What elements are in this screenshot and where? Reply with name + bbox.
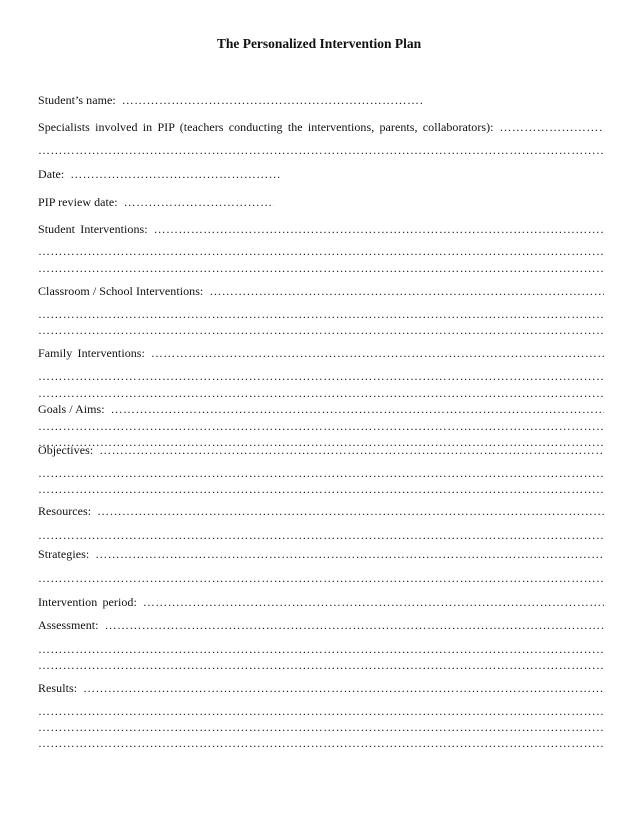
strategies-blank-2[interactable]	[38, 570, 604, 586]
goals-line-2[interactable]	[38, 418, 604, 434]
student-interventions-line-3[interactable]	[38, 260, 604, 276]
family-interventions-field[interactable]	[38, 345, 604, 361]
resources-label: Resources:	[38, 504, 92, 518]
goals-field[interactable]	[38, 401, 604, 417]
date-blank[interactable]	[70, 166, 280, 182]
assessment-field[interactable]	[38, 617, 604, 633]
intervention-period-blank[interactable]	[143, 594, 604, 610]
student-interventions-line-2[interactable]	[38, 243, 604, 259]
results-blank-3[interactable]	[38, 719, 604, 735]
resources-field[interactable]	[38, 503, 604, 519]
family-interventions-blank-3[interactable]	[38, 385, 604, 401]
classroom-interventions-line-3[interactable]	[38, 322, 604, 338]
specialists-continuation-line[interactable]	[38, 142, 604, 158]
page-title: The Personalized Intervention Plan	[216, 36, 422, 51]
results-line-2[interactable]	[38, 703, 604, 719]
assessment-blank-2[interactable]	[38, 641, 604, 657]
student-interventions-blank-3[interactable]	[38, 260, 604, 276]
resources-blank-2[interactable]	[38, 527, 604, 543]
pip-review-date-blank[interactable]	[124, 194, 274, 210]
assessment-label: Assessment:	[38, 618, 99, 632]
pip-review-date-field[interactable]	[38, 194, 604, 210]
intervention-period-label: Intervention period:	[38, 595, 137, 609]
pip-review-date-label: PIP review date:	[38, 195, 118, 209]
results-line-3[interactable]	[38, 719, 604, 735]
classroom-interventions-line-2[interactable]	[38, 306, 604, 322]
classroom-interventions-blank-3[interactable]	[38, 322, 604, 338]
specialists-label: Specialists involved in PIP (teachers conducting the interventions, parents, collaborators):	[38, 120, 494, 134]
goals-blank-2[interactable]	[38, 418, 604, 434]
assessment-blank[interactable]	[105, 617, 604, 633]
results-blank[interactable]	[83, 680, 604, 696]
student-name-field[interactable]	[38, 92, 604, 108]
specialists-field[interactable]	[38, 119, 604, 135]
student-interventions-blank[interactable]	[154, 221, 604, 237]
results-line-4[interactable]	[38, 735, 604, 751]
date-field[interactable]	[38, 166, 604, 182]
goals-blank[interactable]	[111, 401, 604, 417]
assessment-line-3[interactable]	[38, 657, 604, 673]
strategies-blank[interactable]	[95, 546, 604, 562]
objectives-line-2[interactable]	[38, 465, 604, 481]
assessment-line-2[interactable]	[38, 641, 604, 657]
results-blank-4[interactable]	[38, 735, 604, 751]
assessment-blank-3[interactable]	[38, 657, 604, 673]
student-interventions-field[interactable]	[38, 221, 604, 237]
family-interventions-line-3[interactable]	[38, 385, 604, 401]
family-interventions-blank[interactable]	[151, 345, 604, 361]
objectives-blank-3[interactable]	[38, 481, 604, 497]
resources-line-2[interactable]	[38, 527, 604, 543]
family-interventions-label: Family Interventions:	[38, 346, 145, 360]
student-name-blank[interactable]	[122, 92, 422, 108]
objectives-blank[interactable]	[99, 442, 604, 458]
student-name-label: Student’s name:	[38, 93, 116, 107]
intervention-period-field[interactable]	[38, 594, 604, 610]
strategies-field[interactable]	[38, 546, 604, 562]
resources-blank[interactable]	[97, 503, 604, 519]
objectives-label: Objectives:	[38, 443, 94, 457]
strategies-label: Strategies:	[38, 547, 90, 561]
objectives-line-3[interactable]	[38, 481, 604, 497]
date-label: Date:	[38, 167, 65, 181]
objectives-field[interactable]	[38, 442, 604, 458]
student-interventions-label: Student Interventions:	[38, 222, 148, 236]
classroom-interventions-blank-2[interactable]	[38, 306, 604, 322]
objectives-blank-2[interactable]	[38, 465, 604, 481]
results-field[interactable]	[38, 680, 604, 696]
strategies-line-2[interactable]	[38, 570, 604, 586]
specialists-blank-2[interactable]	[38, 142, 604, 158]
results-label: Results:	[38, 681, 78, 695]
classroom-interventions-field[interactable]	[38, 283, 604, 299]
goals-label: Goals / Aims:	[38, 402, 105, 416]
student-interventions-blank-2[interactable]	[38, 243, 604, 259]
results-blank-2[interactable]	[38, 703, 604, 719]
family-interventions-blank-2[interactable]	[38, 368, 604, 384]
classroom-interventions-label: Classroom / School Interventions:	[38, 284, 204, 298]
specialists-blank[interactable]	[500, 119, 604, 135]
classroom-interventions-blank[interactable]	[209, 283, 604, 299]
family-interventions-line-2[interactable]	[38, 368, 604, 384]
